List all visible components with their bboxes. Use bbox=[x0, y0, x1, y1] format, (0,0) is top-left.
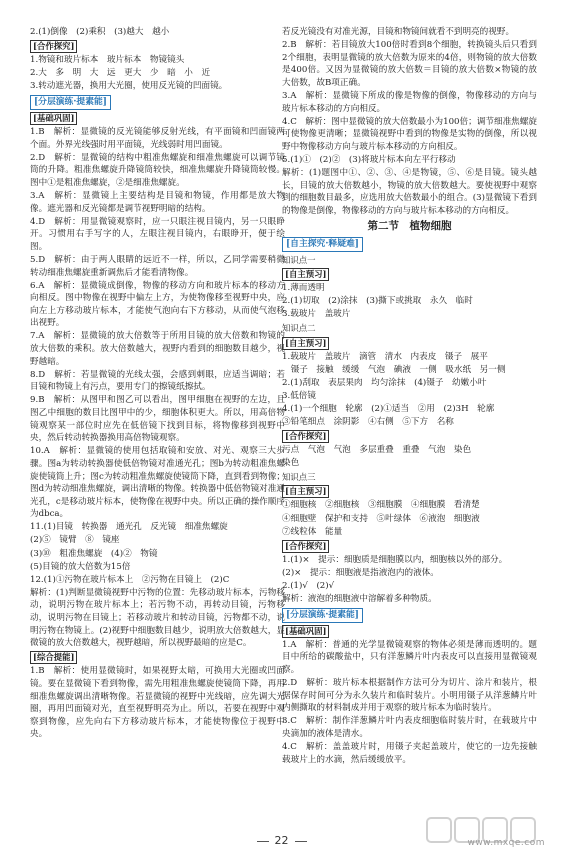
answer-item: 12.(1)①污物在玻片标本上 ②污物在目镜上 (2)C bbox=[30, 574, 230, 585]
section-label: [综合提能] bbox=[30, 651, 77, 664]
answer-line: 2.(1)切取 (2)涂抹 (3)撕下或挑取 永久 临时 bbox=[282, 296, 473, 307]
answer-line: 1.(1)× 提示：细胞质是细胞膜以内，细胞核以外的部分。 bbox=[282, 554, 508, 565]
answer-line: ③铅笔细点 涂阴影 ④右侧 ⑤下方 名称 bbox=[282, 417, 454, 428]
answer-item: 6.A 解析：显微镜成倒像，物像的移动方向和玻片标本的移动方向相反。图中物像在视野中偏左上方，为使物像移至视野中央，应向左上方移动玻片标本，才能使气泡向右下方移动，从而使气泡移出视野。 bbox=[30, 280, 285, 329]
section-label: [合作探究] bbox=[30, 40, 77, 53]
knowledge-point-heading: 知识点一 bbox=[282, 254, 316, 265]
answer-item: 11.(1)目镜 转换器 通光孔 反光镜 细准焦螺旋 bbox=[30, 522, 228, 533]
answer-item: 4.C 解析：图中显微镜的放大倍数最小为100倍；调节细准焦螺旋可使物像更清晰；显微镜视野中看到的物像是实物的倒像，所以视野中物像移动方向与玻片标本移动的方向相反。 bbox=[282, 116, 537, 152]
answer-item: 4.D 解析：用显微镜观察时，应一只眼注视目镜内，另一只眼睁开。习惯用右手写字的人，左眼注视目镜内，右眼睁开，便于绘图。 bbox=[30, 216, 285, 252]
answer-item: 9.B 解析：从图甲和图乙可以看出，图甲细胞在视野的左边，且图乙中细胞的数目比图甲中的少，细胞体积更大。所以，用高倍物镜观察某一部位时应先在低倍镜下找到目标，将物像移到视野中央，然后转动转换器换用高倍物镜观察。 bbox=[30, 395, 285, 444]
section-label: [合作探究] bbox=[282, 430, 329, 443]
answer-line: 2.大 多 明 大 远 更大 少 暗 小 近 bbox=[30, 68, 211, 79]
answer-line: 1.薄而透明 bbox=[282, 283, 325, 294]
answer-item: 解析：(1)题图中①、②、③、④是物镜，⑤、⑥是目镜。镜头越长，目镜的放大倍数越小，物镜的放大倍数越大。要使视野中观察到的细胞数目最多，应选用放大倍数最小的组合。(3)显微镜下看到的物像是倒像，物像移动的方向与玻片标本移动的方向相反。 bbox=[282, 168, 537, 216]
answer-line: ①细胞核 ②细胞核 ③细胞膜 ④细胞膜 看清楚 bbox=[282, 500, 480, 511]
dash-right bbox=[295, 841, 307, 842]
answer-line: 2.(1)√ (2)√ bbox=[282, 580, 335, 591]
answer-line: (2)× 提示：细胞液是指液泡内的液体。 bbox=[282, 567, 439, 578]
answer-line: ⑦线粒体 能量 bbox=[282, 526, 343, 537]
answer-item: (5)目镜的放大倍数为15倍 bbox=[30, 561, 131, 572]
answer-line: 镊子 接触 缓缓 气泡 碘液 一侧 吸水纸 另一侧 bbox=[282, 364, 506, 375]
section-label: [基础巩固] bbox=[30, 112, 77, 125]
watermark-logo-icon bbox=[425, 814, 547, 854]
answer-line: 1.物镜和玻片标本 玻片标本 物镜镜头 bbox=[30, 55, 185, 66]
knowledge-point-heading: 知识点三 bbox=[282, 471, 316, 482]
answer-item: 2.D 解析：显微镜的结构中粗准焦螺旋和细准焦螺旋可以调节镜筒的升降。粗准焦螺旋升降镜筒较快，细准焦螺旋升降镜筒较慢。图中①是粗准焦螺旋，②是细准焦螺旋。 bbox=[30, 152, 285, 188]
answer-line: 3.转动遮光器，换用大光圈，使用反光镜的凹面镜。 bbox=[30, 81, 228, 92]
left-column bbox=[30, 26, 285, 741]
answer-line: ④细胞壁 保护和支持 ⑤叶绿体 ⑥液泡 细胞液 bbox=[282, 513, 480, 524]
section-heading: [自主探究·释疑难] bbox=[282, 237, 363, 252]
answer-line: 3.低倍镜 bbox=[282, 390, 316, 401]
knowledge-point-heading: 知识点二 bbox=[282, 322, 316, 333]
section-label: [自主预习] bbox=[282, 268, 329, 281]
answer-line: 污点 气泡 气泡 多层重叠 重叠 气泡 染色 bbox=[282, 445, 472, 456]
answer-item: (3)⑩ 粗准焦螺旋 (4)② 物镜 bbox=[30, 548, 158, 559]
answer-line: 染色 bbox=[282, 458, 300, 469]
answer-item: 5.(1)① (2)② (3)将玻片标本向左平行移动 bbox=[282, 154, 456, 165]
answer-item: 1.A 解析：普通的光学显微镜观察的物体必须是薄而透明的。题目中所给的碳酸盐中，只有洋葱鳞片叶内表皮可以直接用显微镜观察。 bbox=[282, 639, 537, 675]
answer-item: 4.C 解析：盖盖玻片时，用镊子夹起盖玻片，使它的一边先接触载玻片上的水滴，然后缓缓放平。 bbox=[282, 741, 537, 765]
answer-item: 1.B 解析：显微镜的反光镜能够反射光线，有平面镜和凹面镜两个面。外界光线强时用平面镜，光线弱时用凹面镜。 bbox=[30, 126, 285, 150]
page-number-text: 22 bbox=[274, 834, 289, 847]
section-title: 第二节 植物细胞 bbox=[367, 220, 452, 233]
answer-line: 1.载玻片 盖玻片 滴管 清水 内表皮 镊子 展平 bbox=[282, 351, 488, 362]
answer-item: 解析：(1)判断显微镜视野中污物的位置：先移动玻片标本，污物移动，说明污物在玻片标本上；若污物不动，再转动目镜，污物移动，说明污物在目镜上；若移动玻片和转动目镜，污物都不动，说明污物在物镜上。(2)视野中细胞数目越少，说明放大倍数越大，显微镜的放大倍数越大，视野越暗，所以视野最暗的应是C。 bbox=[30, 587, 285, 649]
answer-item: 1.B 解析：使用显微镜时，如果视野太暗，可换用大光圈或凹面镜。要在显微镜下看到物像，需先用粗准焦螺旋使镜筒下降，再用细准焦螺旋调出清晰物像。若显微镜的视野中光线暗，应先调大光圈，再用凹面镜对光，直至视野明亮为止。所以，若要在视野中观察到物像，应先向右下方移动玻片标本，才能使物像位于视野中央。 bbox=[30, 666, 285, 740]
section-label: [自主预习] bbox=[282, 485, 329, 498]
section-heading: [分层演练·提素能] bbox=[30, 95, 111, 110]
answer-line: 解析：液泡的细胞液中溶解着多种物质。 bbox=[282, 593, 437, 604]
answer-line: 3.载玻片 盖玻片 bbox=[282, 309, 351, 320]
section-heading: [分层演练·提素能] bbox=[282, 608, 363, 623]
right-column bbox=[282, 26, 537, 767]
section-label: [基础巩固] bbox=[282, 625, 329, 638]
answer-item: 2.B 解析：若目镜放大100倍时看到8个细胞，转换镜头后只看到2个细胞，表明显微镜的放大倍数为原来的4倍，则物镜的放大倍数是400倍。又因为显微镜的放大倍数＝目镜的放大倍数×物镜的放大倍数，故B项正确。 bbox=[282, 40, 537, 88]
answer-item: 3.A 解析：显微镜下所成的像是物像的倒像，物像移动的方向与玻片标本移动的方向相反。 bbox=[282, 90, 537, 114]
answer-item: 3.A 解析：显微镜上主要结构是目镜和物镜，作用都是放大物像。遮光器和反光镜都是调节视野明暗的结构。 bbox=[30, 190, 285, 214]
watermark-domain: www.mxqe.com bbox=[467, 838, 545, 848]
answer-item: 8.D 解析：若显微镜的光线太强，会感到刺眼，应适当调暗；若目镜和物镜上有污点，要用专门的擦镜纸擦拭。 bbox=[30, 369, 285, 393]
answer-item: 7.A 解析：显微镜的放大倍数等于所用目镜的放大倍数和物镜的放大倍数的乘积。放大倍数越大，视野内看到的细胞数目越少，视野越暗。 bbox=[30, 331, 285, 367]
answer-line: 4.(1)一个细胞 轮廓 (2)①适当 ②用 (2)3H 轮廓 bbox=[282, 403, 495, 414]
answer-item: 10.A 解析：显微镜的使用包括取镜和安放、对光、观察三大步骤。图a为转动转换器使低倍物镜对准通光孔；图b为转动粗准焦螺旋使镜筒上升；图c为转动粗准焦螺旋使镜筒下降，直到看到物像；图d为转动细准焦螺旋，调出清晰的物像。转换器中低倍物镜对准通光孔，c是移动玻片标本，使物像在视野中央。所以正确的操作顺序为dbca。 bbox=[30, 446, 285, 520]
answer-item: (2)⑤ 镜臂 ⑧ 镜座 bbox=[30, 535, 120, 546]
answer-item: 3.C 解析：制作洋葱鳞片叶内表皮细胞临时装片时，在载玻片中央滴加的液体是清水。 bbox=[282, 716, 537, 739]
answer-line: 2.(1)倒像 (2)乘积 (3)越大 越小 bbox=[30, 27, 170, 37]
answer-line: 若反光镜没有对准光源，目镜和物镜间就看不到明亮的视野。 bbox=[282, 27, 515, 37]
dash-left bbox=[257, 841, 269, 842]
section-label: [合作探究] bbox=[282, 540, 329, 553]
answer-line: 2.(1)刮取 表层果肉 均匀涂抹 (4)镊子 幼嫩小叶 bbox=[282, 377, 487, 388]
section-label: [自主预习] bbox=[282, 337, 329, 350]
answer-item: 2.D 解析：玻片标本根据制作方法可分为切片、涂片和装片，根据保存时间可分为永久装片和临时装片。小明用镊子从洋葱鳞片叶内侧撕取的材料制成并用于观察的玻片标本为临时装片。 bbox=[282, 677, 537, 714]
answer-item: 5.D 解析：由于两人眼睛的远近不一样，所以，乙同学需要稍微转动细准焦螺旋重新调焦后才能看清物像。 bbox=[30, 254, 285, 278]
